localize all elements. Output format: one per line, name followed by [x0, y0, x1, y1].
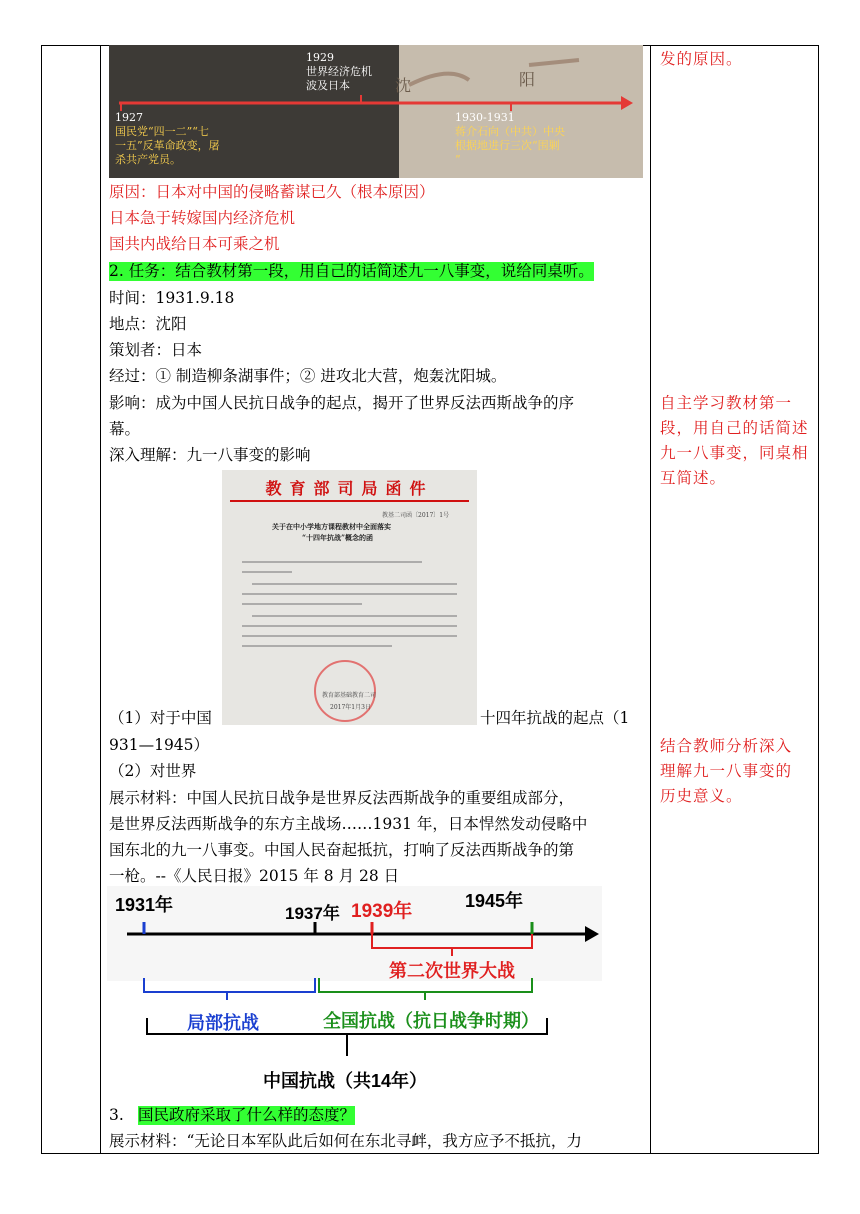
event-process: 经过：① 制造柳条湖事件；② 进攻北大营，炮轰沈阳城。 — [109, 367, 507, 385]
ww2-label: 第二次世界大战 — [389, 961, 515, 981]
doc-ref: 教基二司函〔2017〕1号 — [382, 512, 450, 519]
event-planner: 策划者：日本 — [109, 341, 203, 359]
impact-world-label: （2）对世界 — [109, 762, 197, 780]
tl-1927-text-1: 国民党“四一二”“七 — [115, 125, 209, 138]
history-timeline-image — [109, 45, 643, 178]
right-note-2-line-2: 段，用自己的话简述 — [660, 419, 809, 437]
doc-title-1: 关于在中小学地方课程教材中全面落实 — [272, 522, 391, 531]
local-war-label: 局部抗战 — [187, 1013, 259, 1033]
doc-stamp-text-1: 教育部基础教育二司 — [322, 692, 377, 699]
cause-root: 原因：日本对中国的侵略蓄谋已久（根本原因） — [109, 183, 435, 201]
tl-1930-year: 1930-1931 — [455, 111, 515, 124]
tl-1927-text-3: 杀共产党员。 — [115, 153, 181, 166]
tl-1929-text-1: 世界经济危机 — [306, 65, 372, 78]
national-war-label: 全国抗战（抗日战争时期） — [323, 1011, 539, 1031]
right-note-2-line-1: 自主学习教材第一 — [660, 394, 793, 412]
task-2-heading: 2. 任务：结合教材第一段，用自己的话简述九一八事变，说给同桌听。 — [109, 262, 594, 280]
tl-1929-year: 1929 — [306, 51, 334, 64]
task-3-number: 3. — [109, 1106, 124, 1124]
ministry-document-image — [222, 470, 477, 725]
right-note-2-line-4: 互简述。 — [660, 469, 727, 487]
right-note-3-line-1: 结合教师分析深入 — [660, 737, 793, 755]
right-note-3-line-3: 历史意义。 — [660, 787, 743, 805]
material-line-2: 是世界反法西斯战争的东方主战场……1931 年，日本悍然发动侵略中 — [109, 815, 588, 833]
year-1937: 1937年 — [285, 904, 340, 923]
right-note-2-line-3: 九一八事变，同桌相 — [660, 444, 809, 462]
column-divider-1 — [100, 45, 101, 1154]
tl-1930-text-3: ” — [455, 153, 461, 166]
event-impact-2: 幕。 — [109, 420, 141, 438]
map-city-label-2: 阳 — [519, 70, 536, 89]
timeline-arrow — [109, 45, 643, 178]
column-divider-2 — [650, 45, 651, 1154]
doc-stamp-text-2: 2017年1月3日 — [330, 704, 371, 711]
year-1939: 1939年 — [351, 901, 413, 922]
event-place: 地点：沈阳 — [109, 315, 187, 333]
tl-1929-text-2: 波及日本 — [306, 79, 350, 92]
total-war-label: 中国抗战（共14年） — [263, 1071, 428, 1091]
material-line-1: 展示材料：中国人民抗日战争是世界反法西斯战争的重要组成部分， — [109, 789, 575, 807]
cause-civil-war: 国共内战给日本可乘之机 — [109, 235, 280, 253]
tl-1927-year: 1927 — [115, 111, 143, 124]
right-note-1: 发的原因。 — [660, 50, 743, 68]
material-line-4: 一枪。--《人民日报》2015 年 8 月 28 日 — [109, 867, 400, 885]
tl-1930-text-2: 根据地进行三次“围剿 — [455, 139, 560, 152]
event-impact-1: 影响：成为中国人民抗日战争的起点，揭开了世界反法西斯战争的序 — [109, 394, 575, 412]
tl-1927-text-2: 一五”反革命政变，屠 — [115, 139, 220, 152]
year-1931: 1931年 — [115, 895, 174, 915]
material-line-3: 国东北的九一八事变。中国人民奋起抵抗，打响了反法西斯战争的第 — [109, 841, 575, 859]
map-city-label: 沈 — [395, 76, 412, 95]
impact-china-label: （1）对于中国 — [109, 709, 212, 727]
event-time: 时间：1931.9.18 — [109, 289, 235, 307]
material-2-line-1: 展示材料：“无论日本军队此后如何在东北寻衅，我方应予不抵抗，力 — [109, 1132, 582, 1150]
task-3-heading: 国民政府采取了什么样的态度？ — [138, 1106, 356, 1124]
doc-header: 教育部司局函件 — [265, 479, 434, 498]
impact-china-text-2: 931—1945） — [109, 736, 210, 754]
doc-title-2: “十四年抗战”概念的函 — [302, 533, 374, 542]
tl-1930-text-1: 蒋介石向（中共）中央 — [455, 125, 565, 138]
right-note-3-line-2: 理解九一八事变的 — [660, 762, 793, 780]
cause-economic: 日本急于转嫁国内经济危机 — [109, 209, 296, 227]
impact-china-text: 十四年抗战的起点（1 — [480, 709, 630, 727]
war-period-diagram — [107, 886, 607, 1096]
year-1945: 1945年 — [465, 891, 524, 911]
deep-understanding: 深入理解：九一八事变的影响 — [109, 446, 311, 464]
